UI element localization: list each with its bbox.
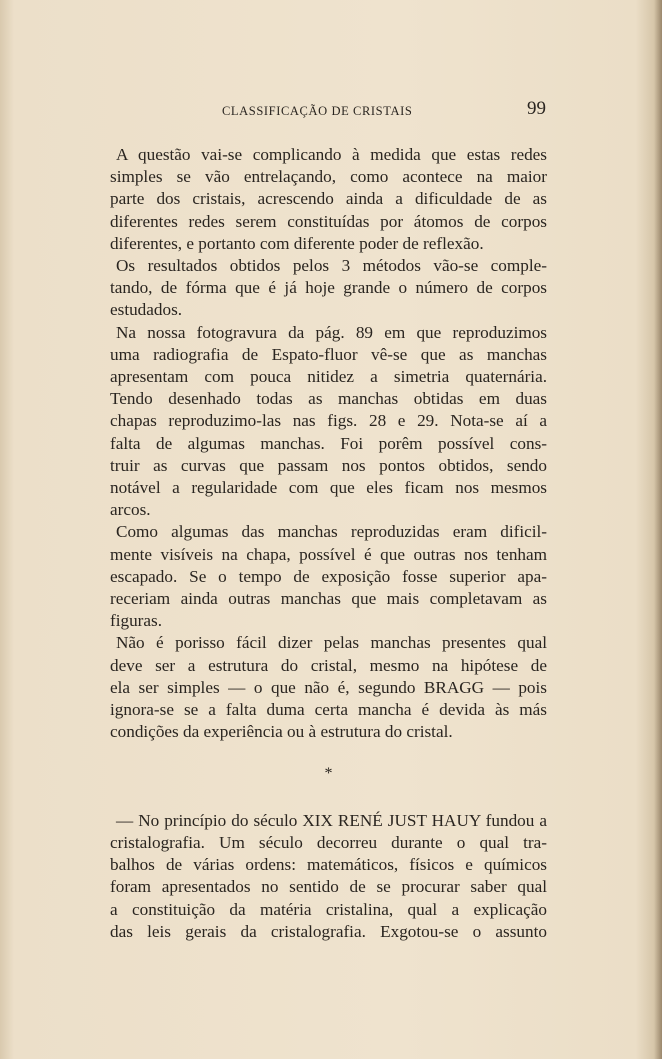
text-line: diferentes, e portanto com diferente poder de reflexão. — [110, 233, 484, 253]
text-line: condições da experiência ou à estrutura do cristal. — [110, 722, 453, 742]
text-line: simples se vão entrelaçando, como acontece na maior — [110, 167, 547, 187]
text-line: balhos de várias ordens: matemáticos, físicos e químicos — [110, 855, 547, 875]
page-header — [0, 98, 662, 128]
text-line: chapas reproduzimo-las nas figs. 28 e 29. Nota-se aí a — [110, 411, 547, 431]
text-line: Tendo desenhado todas as manchas obtidas em duas — [110, 389, 547, 409]
text-line: Não é porisso fácil dizer pelas manchas presentes qual — [116, 633, 547, 653]
text-line: receriam ainda outras manchas que mais completavam as — [110, 589, 547, 609]
paragraph-2 — [110, 255, 547, 322]
text-line: figuras. — [110, 611, 163, 631]
text-line: A questão vai-se complicando à medida que estas redes — [116, 145, 547, 164]
text-line: truir as curvas que passam nos pontos obtidos, sendo — [110, 455, 547, 475]
text-line: cristalografia. Um século decorreu durante o qual tra- — [110, 832, 547, 852]
text-line: deve ser a estrutura do cristal, mesmo na hipótese de — [110, 655, 547, 675]
page-number: 99 — [527, 98, 546, 119]
text-line: — No princípio do século XIX RENÉ JUST HAUY fundou a — [116, 810, 547, 830]
text-line: ela ser simples — o que não é, segundo BRAGG — pois — [110, 677, 547, 697]
paragraph-4 — [110, 521, 547, 632]
page-edge-shadow — [654, 0, 662, 1059]
paragraph-6 — [110, 810, 547, 943]
text-line: tando, de fórma que é já hoje grande o número de corpos — [110, 278, 547, 298]
text-line: mente visíveis na chapa, possível é que outras nos tenham — [110, 544, 547, 564]
paragraph-1 — [110, 144, 547, 255]
section-separator: * — [324, 765, 333, 783]
text-line: ignora-se se a falta duma certa mancha é devida às más — [110, 700, 547, 720]
text-line: estudados. — [110, 300, 183, 320]
text-line: a constituição da matéria cristalina, qual a explicação — [110, 899, 547, 919]
paragraph-5 — [110, 632, 547, 743]
text-line: foram apresentados no sentido de se procurar saber qual — [110, 877, 547, 897]
text-line: falta de algumas manchas. Foi porêm possível cons- — [110, 433, 547, 453]
paragraph-3 — [110, 322, 547, 522]
text-line: escapado. Se o tempo de exposição fosse superior apa- — [110, 566, 547, 586]
text-line: Os resultados obtidos pelos 3 métodos vão-se comple- — [116, 256, 547, 276]
text-line: apresentam com pouca nitidez a simetria quaternária. — [110, 367, 547, 387]
text-line: Como algumas das manchas reproduzidas eram dificil- — [116, 522, 547, 542]
text-line: parte dos cristais, acrescendo ainda a dificuldade de as — [110, 189, 547, 209]
running-head: CLASSIFICAÇÃO DE CRISTAIS — [222, 104, 413, 118]
text-line: notável a regularidade com que eles ficam nos mesmos — [110, 478, 547, 498]
page-body — [110, 144, 547, 943]
text-line: diferentes redes serem constituídas por átomos de corpos — [110, 211, 547, 231]
text-line: uma radiografia de Espato-fluor vê-se que as manchas — [110, 344, 547, 364]
text-line: arcos. — [110, 500, 151, 520]
text-line: Na nossa fotogravura da pág. 89 em que reproduzimos — [116, 322, 547, 342]
text-line: das leis gerais da cristalografia. Exgotou-se o assunto — [110, 921, 547, 941]
